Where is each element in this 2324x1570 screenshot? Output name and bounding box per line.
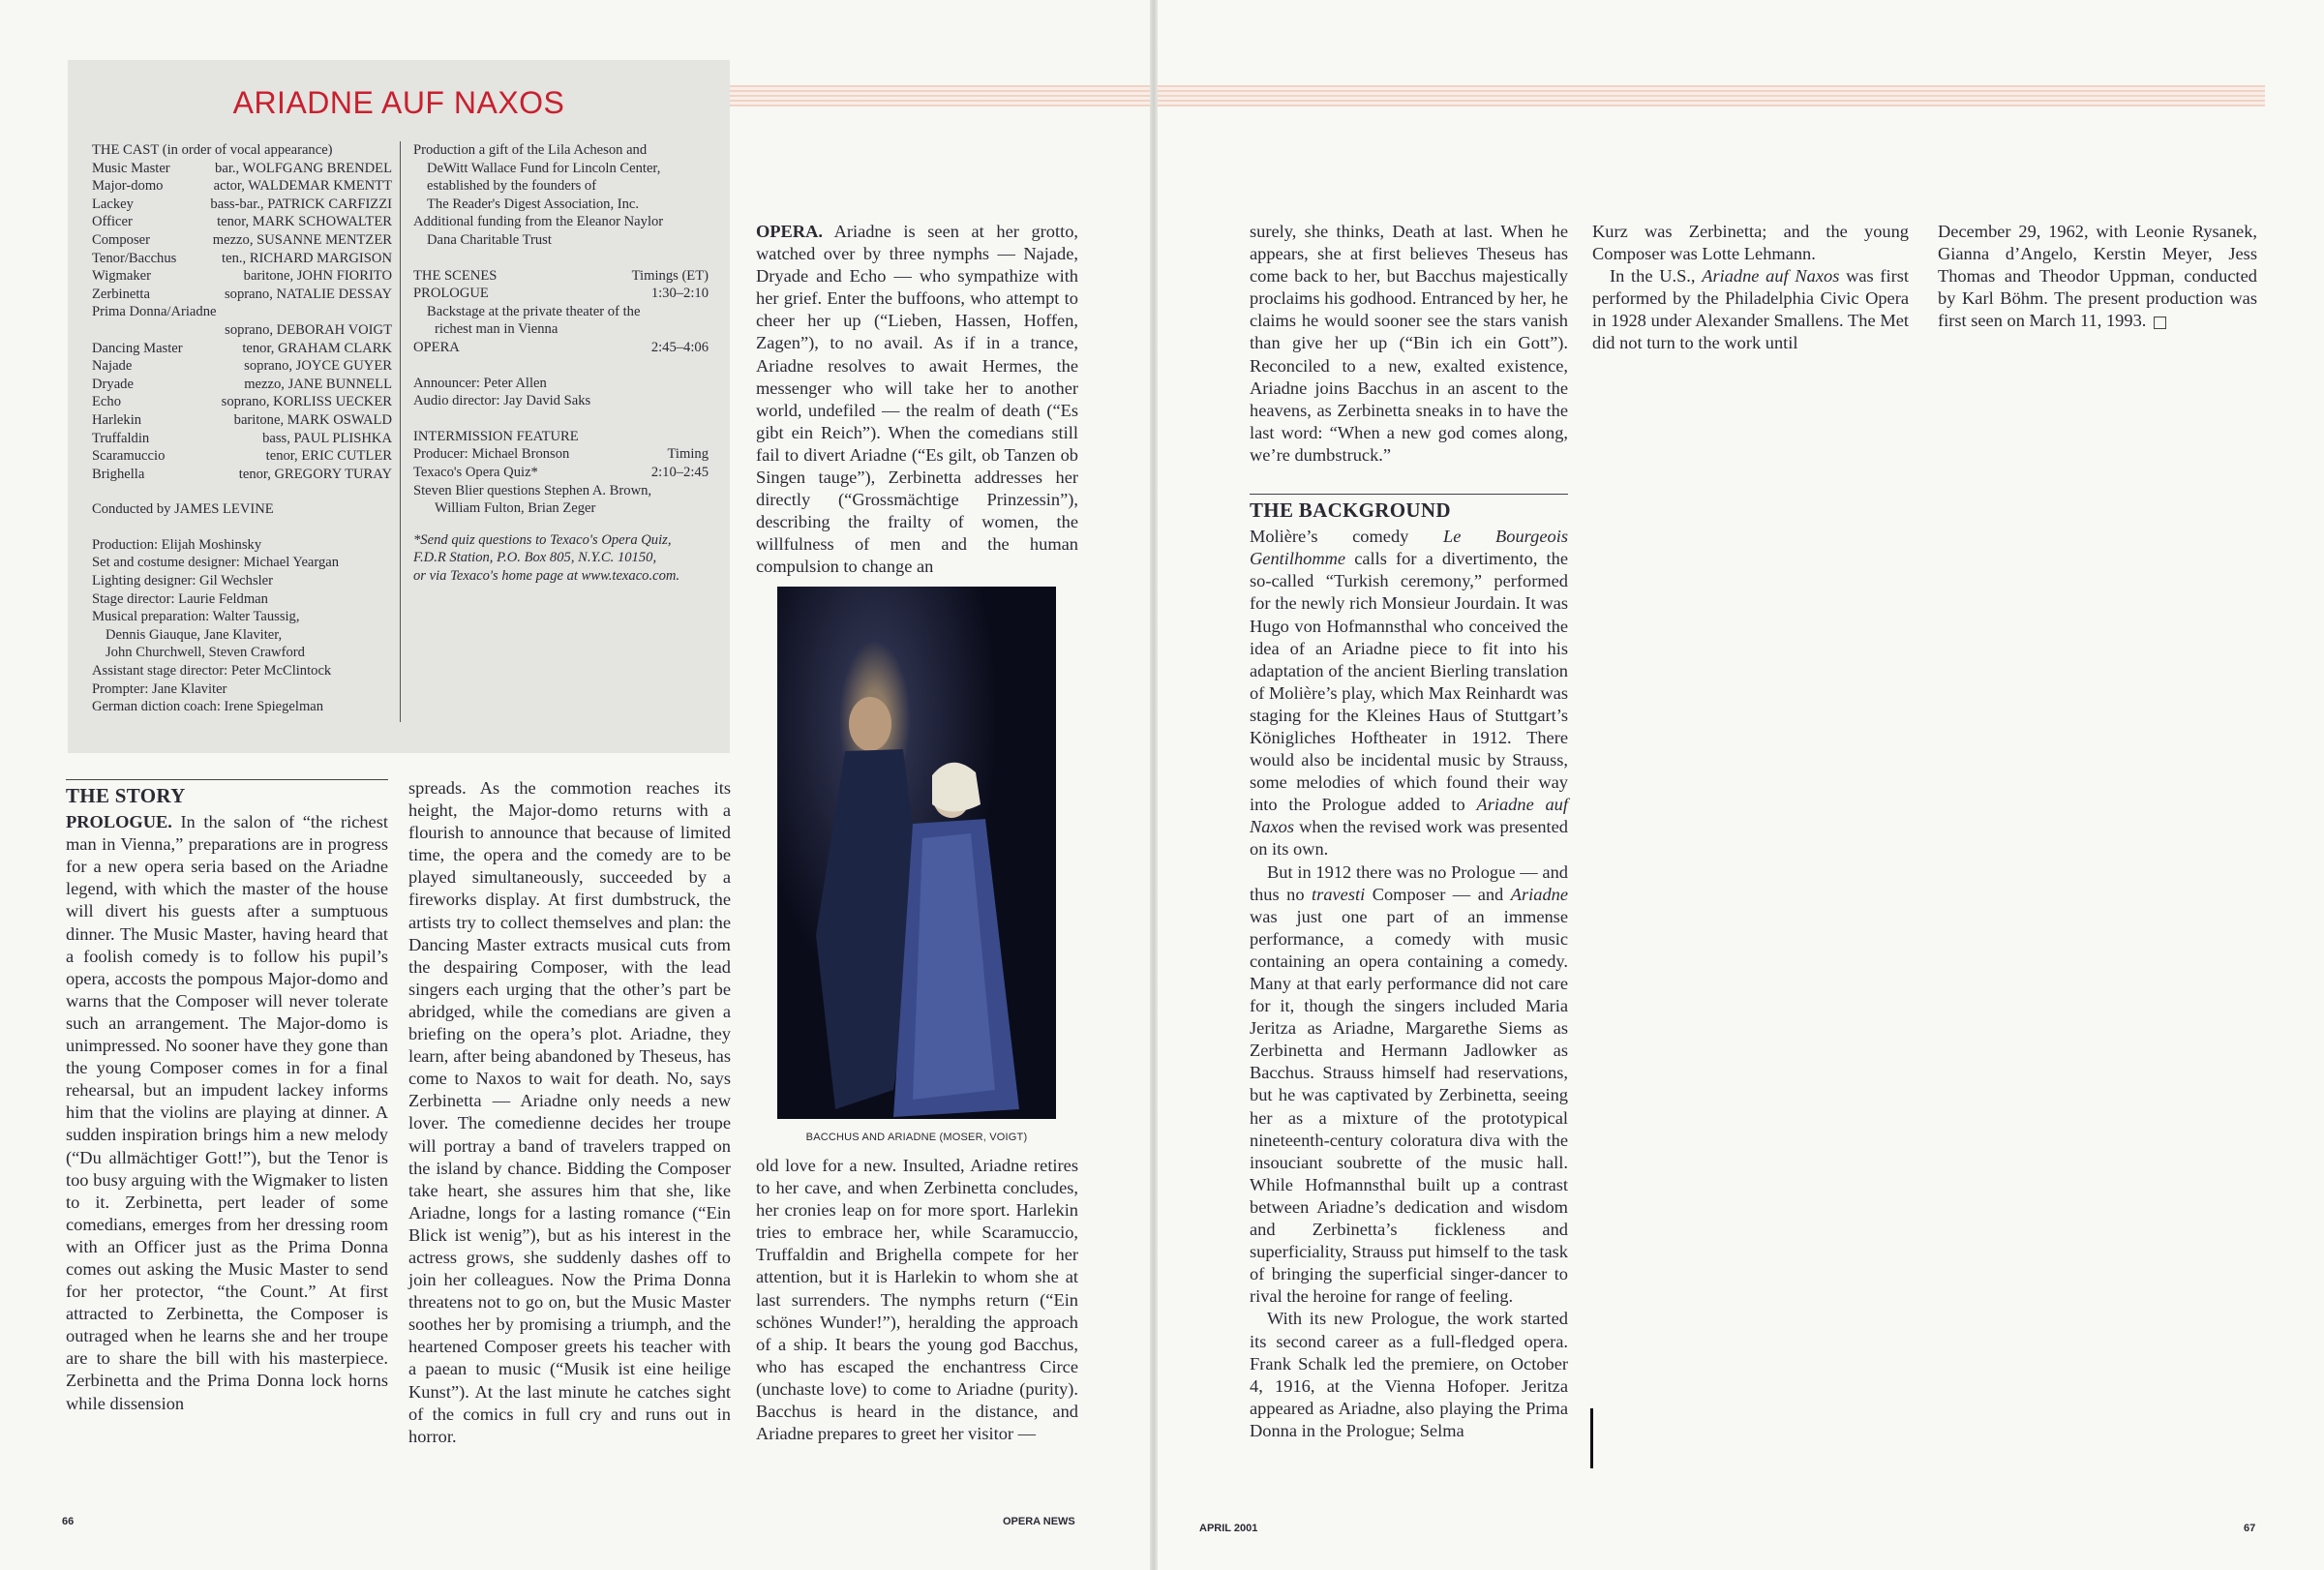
prologue-text: In the salon of “the richest man in Vienna,” preparations are in progress for a new opera seria based on the Ariadne legend, with which the master of the house will divert his guests after a sumptuous dinner. The Music Master, having heard that a foolish comedy is to follow his pupil’s opera, accosts the pompous Major-domo and warns that the Composer will never tolerate such an arrangement. The Major-domo is unimpressed. No sooner have they gone than the young Composer comes in for a final rehearsal, but an impudent lackey informs him that the violins are playing at dinner. A sudden inspiration brings him a new melody (“Du allmächtiger Gott!”), but the Tenor is too busy arguing with the Wigmaker to listen to it. Zerbinetta, pert leader of some comedians, emerges from her dressing room with an Officer just as the Prima Donna comes out asking the Music Master to send for her protector, “the Count.” At first attracted to Zerbinetta, the Composer is outraged when he learns she and her troupe are to share the bill with his masterpiece. Zerbinetta and the Prima Donna lock horns while dissension [66,812,388,1413]
broadcast-credit: Announcer: Peter Allen [413,375,547,391]
cast-row: Wigmaker baritone, JOHN FIORITO [92,268,392,285]
scene-setting: Backstage at the private theater of the [427,303,641,319]
scene-setting: richest man in Vienna [435,321,558,338]
story-text: spreads. As the commotion reaches its height, the Major-domo returns with a flourish to announce that because of limited time, the opera and the comedy are to be played simultaneously, succeeded by a fireworks display. At first dumbstruck, the artists try to collect themselves and plan: the Dancing Master extracts musical cuts from the despairing Composer, with the lead singers each urging that the other’s part be abridged, while the comedians are given a briefing on the opera’s plot. Ariadne, they learn, after being abandoned by Theseus, has come to Naxos to wait for death. No, says Zerbinetta — Ariadne only needs a new lover. The comedienne decides her troupe will portray a band of travelers trapped on the island by chance. Bidding the Composer take heart, she assures him that she, like Ariadne, longs for a lasting romance (“Ein Blick ist wenig”), but as his interest in the actress grows, she suddenly dashes off to join her colleagues. Now the Prima Donna threatens not to go on, but the Music Master soothes her by promising a triumph, and the heartened Composer greets his teacher with a paean to music (“Musik ist eine heilige Kunst”). At the last minute he catches sight of the comics in full cry and runs out in horror. [408,778,731,1446]
prologue-runin: PROLOGUE. [66,812,172,832]
background-paragraph-2: But in 1912 there was no Prologue — and thus no travesti Composer — and Ariadne was just one part of an immense performance, a comedy with music containing an opera containing a comedy. Many at that early performance did not care for it, though the singers included Maria Jeritza as Ariadne, Margarethe Siems as Zerbinetta and Hermann Jadlowker as Bacchus. Strauss himself had reservations, but he was captivated by Zerbinetta, seeing her as a mixture of the prototypical nineteenth-century coloratura diva with the insouciant soubrette of the music hall. While Hofmannsthal built up a contrast between Ariadne’s dedication and wisdom and Zerbinetta’s fickleness and superficiality, Strauss put himself to the task of bringing the superficial singer-dancer to rival the heroine for range of feeling. [1250,861,1568,1307]
background-paragraph-1: Molière’s comedy Le Bourgeois Gentilhomme calls for a divertimento, the so-called “Turkish ceremony,” performed for the newly rich Monsieur Jourdain. It was Hugo von Hofmannsthal who conceived the idea of an Ariadne piece to fit into his adaptation of the ancient Bierling translation of Molière’s play, which Max Reinhardt was staging for the Kleines Haus of Stuttgart’s Königliches Hoftheater in 1912. There would also be incidental music by Strauss, some melodies of which found their way into the Prologue added to Ariadne auf Naxos when the revised work was presented on its own. [1250,527,1568,860]
quiz-note: F.D.R Station, P.O. Box 805, N.Y.C. 10150, [413,550,657,566]
intermission-row: Producer: Michael Bronson Timing [413,446,709,463]
intermission-heading: INTERMISSION FEATURE [413,428,579,444]
cast-row: soprano, DEBORAH VOIGT [225,321,392,338]
story-column-4 [1250,221,1568,1442]
cast-row: Composer mezzo, SUSANNE MENTZER [92,231,392,248]
prologue-paragraph [66,811,388,1415]
decorative-stripe [730,85,1150,106]
story-heading: THE STORY [66,779,388,807]
cast-row: Scaramuccio tenor, ERIC CUTLER [92,448,392,465]
cast-list [92,141,392,716]
funding-line: DeWitt Wallace Fund for Lincoln Center, [427,160,661,176]
background-paragraph-3: With its new Prologue, the work started its second career as a full-fledged opera. Frank Schalk led the premiere, on October 4, 1916, at the Vienna Hofoper. Jeritza appeared as Ariadne, also playing the Prima Donna in the Prologue; Selma [1250,1309,1568,1440]
production-photo [777,587,1056,1119]
cast-divider [400,141,401,722]
spine-gutter [1150,0,1158,1570]
conductor-credit: Conducted by JAMES LEVINE [92,501,274,518]
scene-row: OPERA 2:45–4:06 [413,339,709,355]
funding-line: established by the founders of [427,178,597,195]
scene-row: PROLOGUE 1:30–2:10 [413,286,709,302]
background-text: Kurz was Zerbinetta; and the young Composer was Lotte Lehmann. [1592,222,1909,264]
cast-row: Dryade mezzo, JANE BUNNELL [92,376,392,392]
funding-line: Production a gift of the Lila Acheson and [413,142,648,158]
scenes-header: THE SCENES Timings (ET) [413,267,709,284]
photo-caption: BACCHUS AND ARIADNE (MOSER, VOIGT) [805,1132,1028,1143]
intermission-row: Texaco's Opera Quiz* 2:10–2:45 [413,464,709,480]
cast-row: Dancing Master tenor, GRAHAM CLARK [92,340,392,356]
cast-row: Major-domo actor, WALDEMAR KMENTT [92,178,392,195]
background-text: December 29, 1962, with Leonie Rysanek, Gianna d’Angelo, Kerstin Meyer, Jess Thomas and Theodor Uppman, conducted by Karl Böhm. The present production was first seen on March 11, 1993. [1938,222,2257,331]
decorative-stripe [1158,85,2265,106]
opera-text: Ariadne is seen at her grotto, watched over by three nymphs — Najade, Dryade and Echo — who sympathize with her grief. Enter the buffoons, who attempt to cheer her up (“Lieben, Hassen, Hoffen, Zagen”), to no avail. As if in a trance, Ariadne resolves to await Hermes, the messenger who will take her to another world, undefiled — the realm of death (“Es gibt ein Reich”). When the comedians still fail to divert Ariadne (“Es gilt, ob Tanzen ob Singen tauge”), Zerbinetta addresses her directly (“Grossmächtige Prinzessin”), describing the frailty of women, the willfulness of men and the human compulsion to change an [756,222,1078,577]
cast-row: Tenor/Bacchus ten., RICHARD MARGISON [92,250,392,266]
issue-date: APRIL 2001 [1199,1523,1258,1534]
title-reference: Ariadne auf Naxos [1250,795,1568,837]
funding-line: Additional funding from the Eleanor Naylor [413,214,664,230]
credit-line: Production: Elijah Moshinsky [92,536,262,553]
title-reference: Le Bourgeois Gentilhomme [1250,527,1568,569]
credit-line: John Churchwell, Steven Crawford [106,645,305,661]
story-text: surely, she thinks, Death at last. When he appears, she at first believes Theseus has come back to her, but Bacchus majestically proclaims his godhood. Entranced by her, he claims he would sooner see the stars vanish than give her up (“Bin ich ein Gott”). Reconciled to a new, exalted existence, Ariadne joins Bacchus in an ascent to the heavens, as Zerbinetta sneaks in to have the last word: “When a new god comes along, we’re dumbstruck.” [1250,222,1568,465]
opera-title: ARIADNE AUF NAXOS [232,85,565,120]
credit-line: Musical preparation: Walter Taussig, [92,609,300,625]
cast-row: Zerbinetta soprano, NATALIE DESSAY [92,286,392,302]
broadcast-credit: Audio director: Jay David Saks [413,393,591,409]
left-page-number: 66 [62,1516,75,1527]
quiz-panel: Steven Blier questions Stephen A. Brown, [413,482,652,498]
end-mark-icon [2154,317,2166,329]
opera-paragraph [756,221,1078,579]
cast-row: Harlekin baritone, MARK OSWALD [92,411,392,428]
story-column-2 [408,777,731,1448]
margin-rule [1590,1408,1593,1468]
story-column-3 [756,221,1078,579]
funding-line: The Reader's Digest Association, Inc. [427,196,640,212]
cast-row: Lackey bass-bar., PATRICK CARFIZZI [92,196,392,212]
credit-line: German diction coach: Irene Spiegelman [92,699,324,715]
story-column-3-bottom [756,1155,1078,1445]
photo-figures [777,587,1056,1119]
cast-row: Echo soprano, KORLISS UECKER [92,394,392,410]
cast-row: Najade soprano, JOYCE GUYER [92,358,392,375]
background-column-5 [1592,221,1909,355]
story-column-1 [66,779,388,1415]
production-info [413,141,709,585]
cast-row: Brighella tenor, GREGORY TURAY [92,466,392,482]
credit-line: Prompter: Jane Klaviter [92,680,227,697]
background-column-6 [1938,221,2257,332]
credit-line: Set and costume designer: Michael Yeargan [92,555,340,571]
cast-row: Officer tenor, MARK SCHOWALTER [92,214,392,230]
magazine-name: OPERA NEWS [1003,1516,1075,1527]
funding-line: Dana Charitable Trust [427,231,552,248]
opera-runin: OPERA. [756,222,823,241]
quiz-panel: William Fulton, Brian Zeger [435,500,596,517]
story-text: old love for a new. Insulted, Ariadne retires to her cave, and when Zerbinetta concludes, her cronies leap on for more sport. Harlekin tries to embrace her, while Scaramuccio, Truffaldin and Brighella compete for her attention, but it is Harlekin to whom she at last surrenders. The nymphs return (“Ein schönes Wunder!”), heralding the approach of a ship. It bears the young god Bacchus, who has escaped the enchantress Circe (unchaste love) to come to Ariadne (purity). Bacchus is heard in the distance, and Ariadne prepares to greet her visitor — [756,1156,1078,1444]
background-text: In the U.S., Ariadne auf Naxos was first performed by the Philadelphia Civic Opera in 1928 under Alexander Smallens. The Met did not turn to the work until [1592,266,1909,353]
cast-row: Music Master bar., WOLFGANG BRENDEL [92,160,392,176]
background-heading: THE BACKGROUND [1250,494,1568,522]
cast-heading: THE CAST (in order of vocal appearance) [92,142,333,158]
credit-line: Stage director: Laurie Feldman [92,590,268,607]
quiz-note: *Send quiz questions to Texaco's Opera Quiz, [413,531,672,548]
credit-line: Dennis Giauque, Jane Klaviter, [106,626,283,643]
quiz-note: or via Texaco's home page at www.texaco.com. [413,567,680,584]
cast-row: Truffaldin bass, PAUL PLISHKA [92,430,392,446]
cast-row: Prima Donna/Ariadne [92,304,217,320]
right-page-number: 67 [2244,1523,2256,1534]
credit-line: Lighting designer: Gil Wechsler [92,573,274,589]
credit-line: Assistant stage director: Peter McClintock [92,663,332,679]
